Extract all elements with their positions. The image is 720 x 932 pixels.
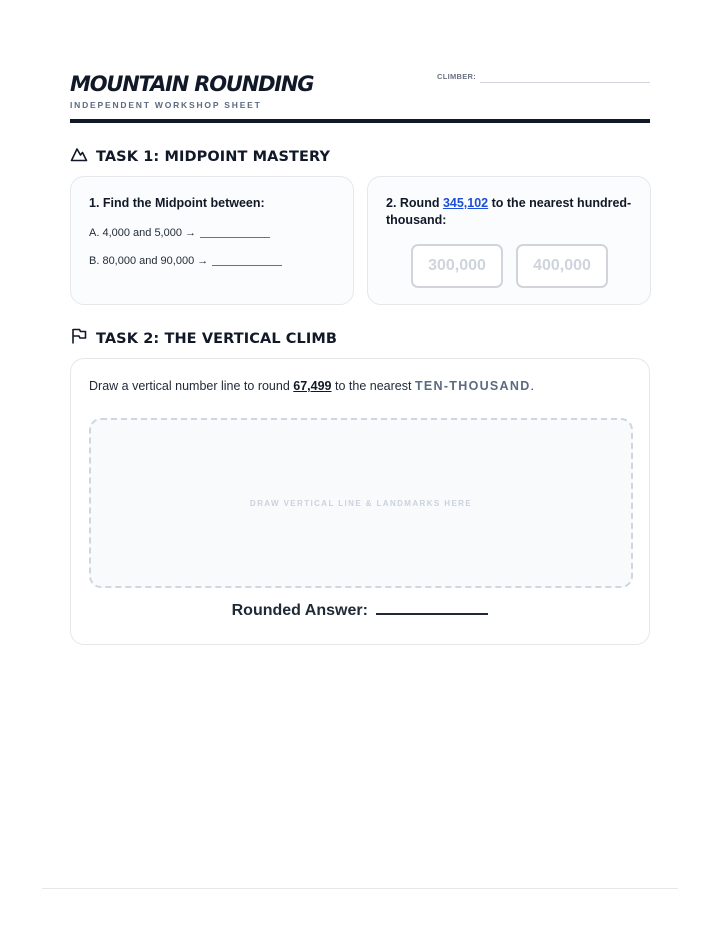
task2-title: TASK 2: THE VERTICAL CLIMB [96,330,338,347]
prompt-end: . [530,379,535,393]
midpoint-a-answer-blank[interactable] [200,229,270,238]
mountain-icon [70,145,88,168]
midpoint-b-answer-blank[interactable] [212,257,282,266]
task2-heading [70,327,337,350]
drawing-area-label: DRAW VERTICAL LINE & LANDMARKS HERE [249,498,473,508]
midpoint-card [70,176,354,305]
round-question-suffix: to the nearest hundred-thousand: [386,196,632,227]
prompt-mid: to the nearest [335,379,412,393]
climber-label: CLIMBER: [437,72,477,81]
vertical-climb-prompt [89,379,534,393]
rounded-answer-label: Rounded Answer: [231,602,368,619]
midpoint-part-a [89,227,270,239]
prompt-prefix: Draw a vertical number line to round [89,379,290,393]
round-number: 345,102 [442,196,489,210]
midpoint-part-b-text: B. 80,000 and 90,000 → [89,255,209,267]
header-divider [70,119,650,123]
choice-300000[interactable]: 300,000 [411,244,503,288]
page-subtitle: INDEPENDENT WORKSHOP SHEET [70,100,262,110]
midpoint-part-a-text: A. 4,000 and 5,000 → [89,227,197,239]
rounded-answer [71,602,649,620]
worksheet-header [70,70,650,122]
page-title: MOUNTAIN ROUNDING [70,72,314,96]
midpoint-question: 1. Find the Midpoint between: [89,196,265,210]
flag-icon [70,327,88,350]
round-question-prefix: 2. Round [386,196,440,210]
rounded-answer-blank[interactable] [376,603,488,615]
footer-divider [42,888,678,889]
task1-heading [70,145,330,168]
round-question [386,195,634,229]
prompt-target-place: TEN-THOUSAND [414,379,531,393]
midpoint-part-b [89,255,282,267]
task1-title: TASK 1: MIDPOINT MASTERY [96,148,331,165]
choice-400000[interactable]: 400,000 [516,244,608,288]
climber-name-field[interactable] [480,82,650,83]
prompt-number: 67,499 [293,379,332,393]
vertical-climb-card [70,358,650,645]
round-card [367,176,651,305]
drawing-area[interactable] [89,418,633,588]
